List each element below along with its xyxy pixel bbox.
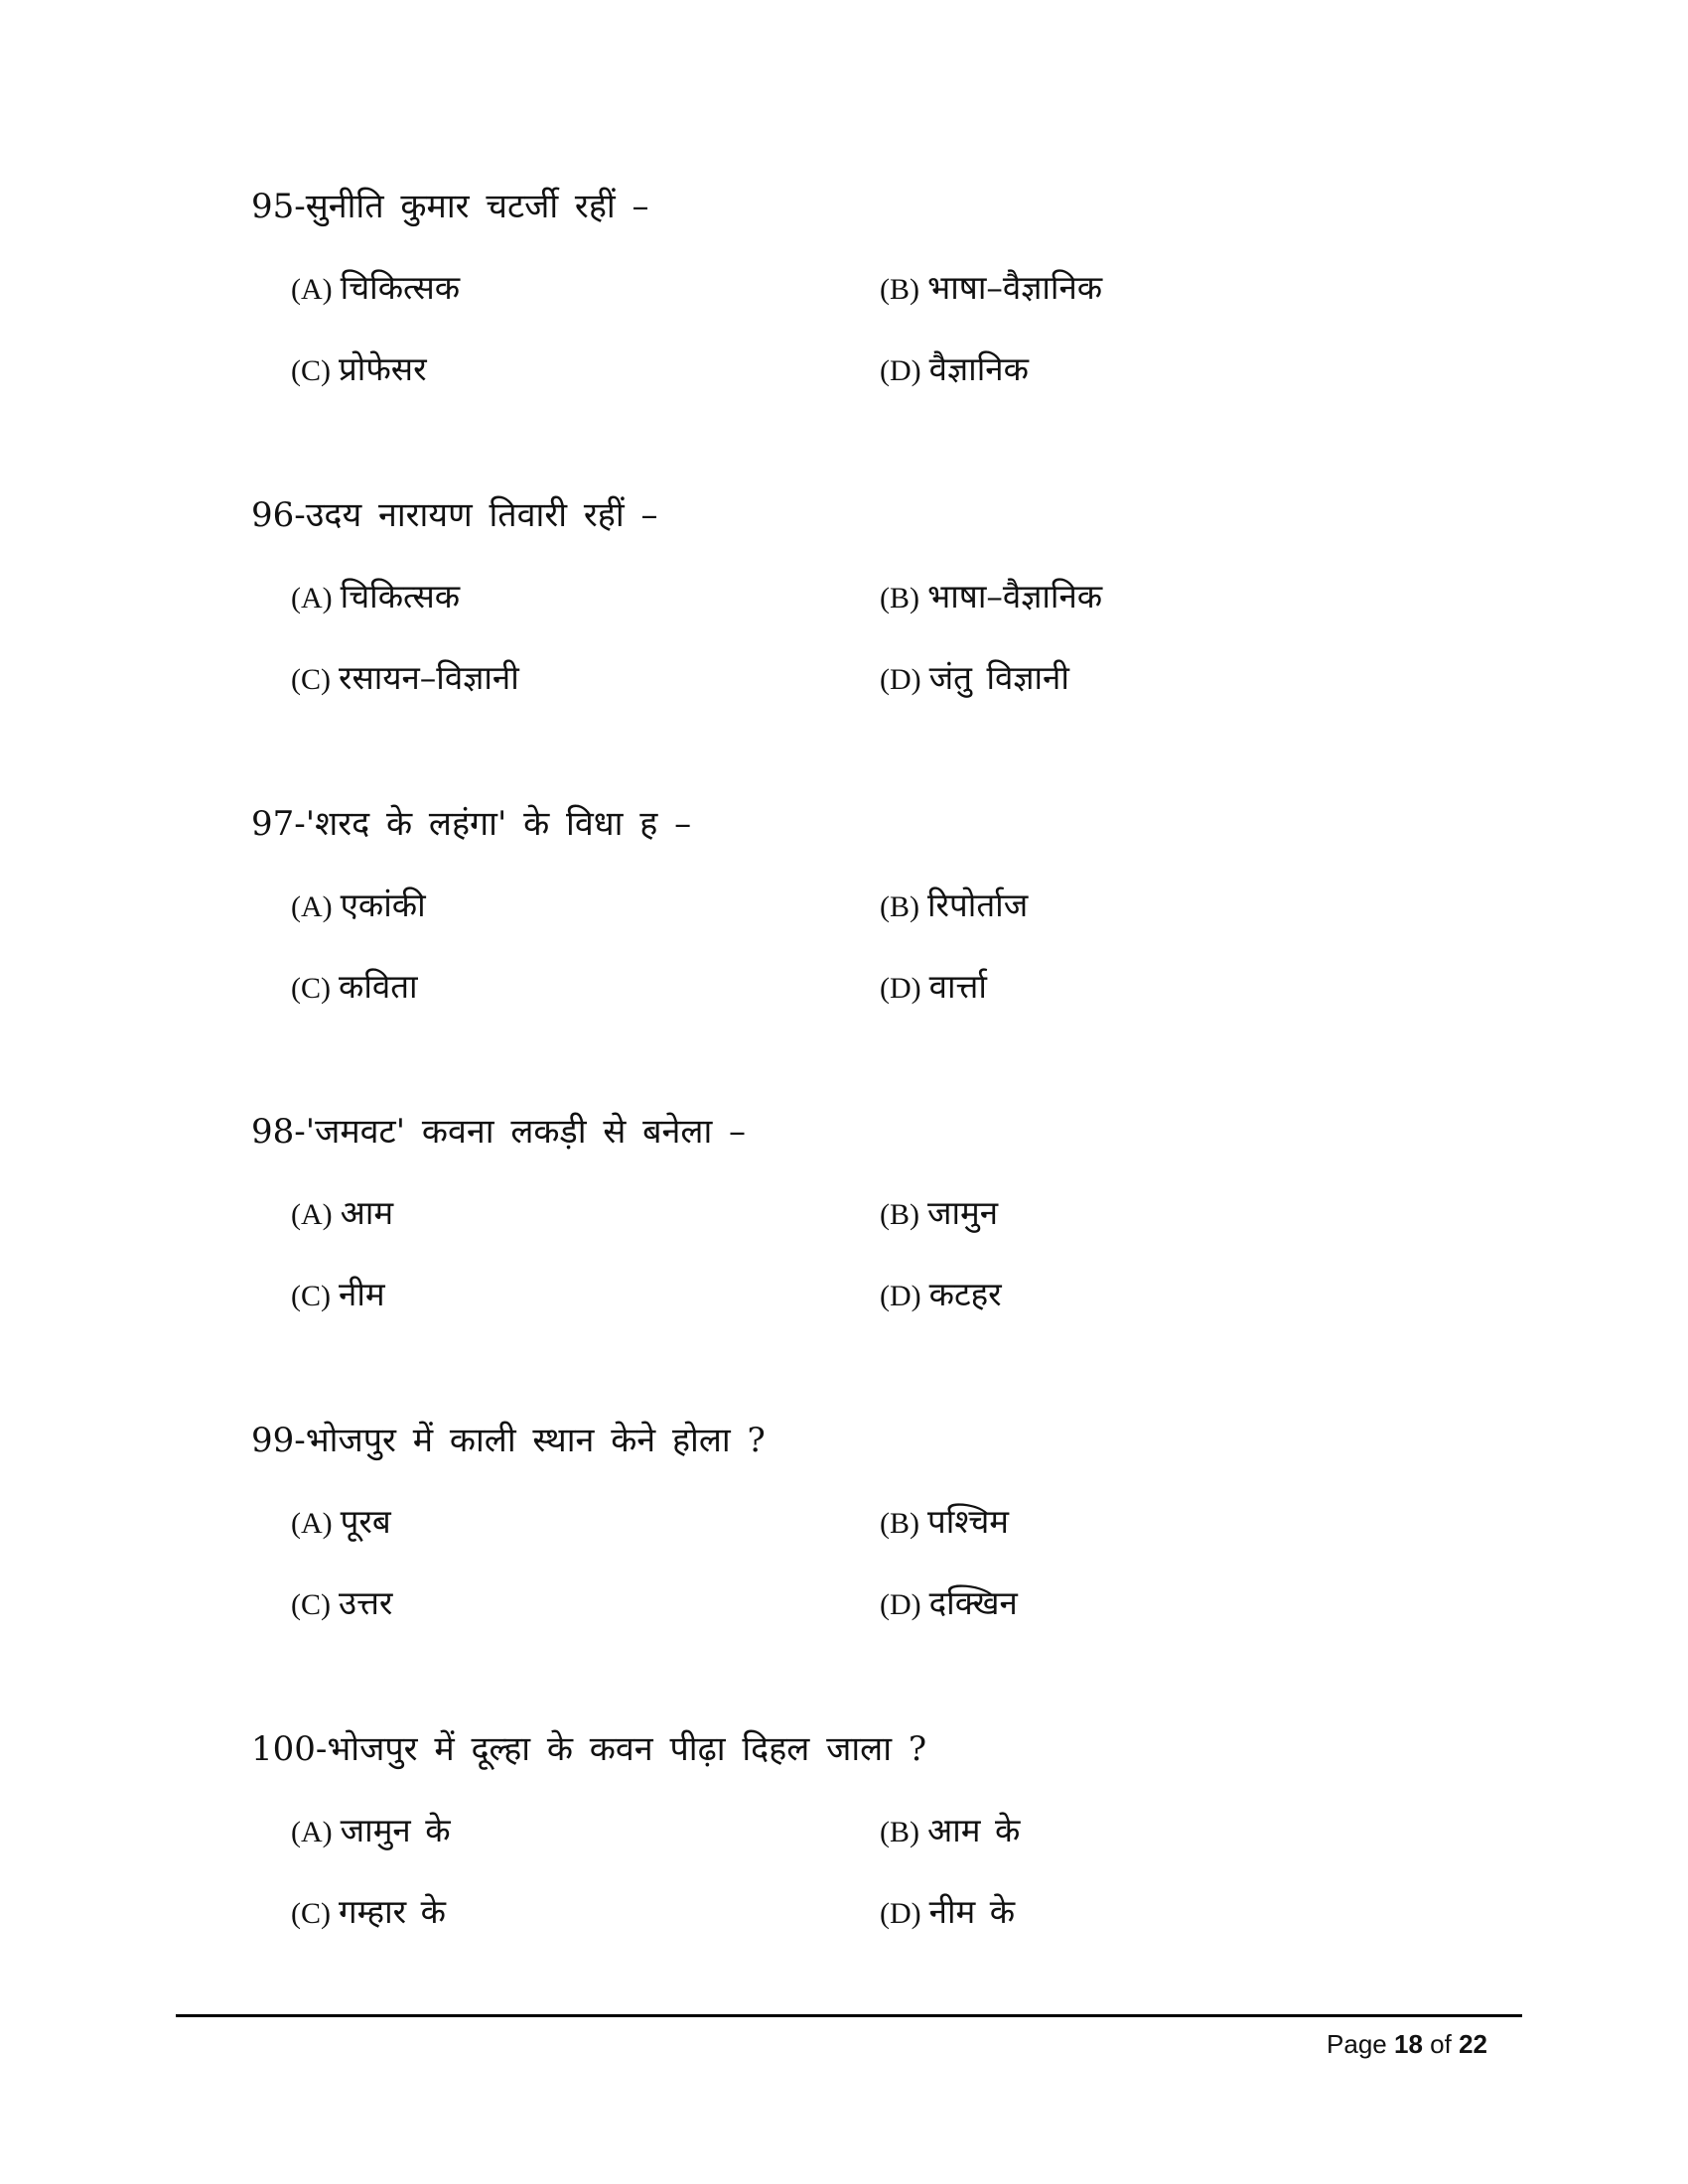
option-d	[880, 1581, 1018, 1627]
option-letter: (A)	[291, 582, 333, 614]
option-text: एकांकी	[340, 886, 426, 924]
question-97	[251, 802, 1443, 1046]
option-letter: (C)	[291, 663, 331, 696]
question-100	[251, 1727, 1443, 1972]
option-letter: (B)	[880, 1507, 919, 1540]
options-grid	[251, 1500, 1443, 1663]
option-text: आम	[340, 1193, 394, 1232]
option-text: नीम के	[928, 1892, 1016, 1931]
option-a	[291, 266, 460, 312]
question-text: 97-'शरद के लहंगा' के विधा ह –	[251, 804, 692, 844]
option-text: पश्चिम	[927, 1502, 1010, 1541]
option-b	[880, 884, 1028, 929]
option-c	[291, 965, 418, 1011]
option-letter: (C)	[291, 1897, 331, 1930]
option-text: जामुन के	[340, 1811, 451, 1849]
option-letter: (A)	[291, 1816, 333, 1848]
option-a	[291, 575, 460, 620]
options-grid	[251, 266, 1443, 429]
question-98	[251, 1110, 1443, 1354]
option-letter: (A)	[291, 273, 333, 306]
option-text: पूरब	[340, 1502, 391, 1541]
option-d	[880, 347, 1029, 393]
option-letter: (D)	[880, 1588, 921, 1621]
option-text: जंतु विज्ञानी	[928, 658, 1069, 697]
option-text: कविता	[339, 967, 418, 1006]
option-letter: (A)	[291, 1507, 333, 1540]
option-letter: (B)	[880, 890, 919, 923]
option-b	[880, 266, 1102, 312]
option-letter: (B)	[880, 273, 919, 306]
option-text: वार्त्ता	[928, 967, 987, 1006]
total-pages: 22	[1459, 2029, 1487, 2059]
option-text: गम्हार के	[339, 1892, 446, 1931]
option-letter: (D)	[880, 663, 921, 696]
option-letter: (C)	[291, 354, 331, 387]
option-text: जामुन	[927, 1193, 999, 1232]
option-letter: (D)	[880, 1280, 921, 1312]
option-text: नीम	[339, 1275, 385, 1313]
option-letter: (A)	[291, 890, 333, 923]
question-99	[251, 1419, 1443, 1663]
option-text: चिकित्सक	[340, 268, 461, 307]
option-b	[880, 1191, 998, 1237]
current-page: 18	[1394, 2029, 1423, 2059]
option-c	[291, 1273, 385, 1318]
of-word: of	[1430, 2029, 1452, 2059]
footer-divider	[176, 2014, 1522, 2017]
question-text: 95-सुनीति कुमार चटर्जी रहीं –	[251, 187, 649, 226]
options-grid	[251, 884, 1443, 1046]
option-d	[880, 1273, 1002, 1318]
question-text: 100-भोजपुर में दूल्हा के कवन पीढ़ा दिहल जाला ?	[251, 1729, 927, 1769]
option-c	[291, 656, 519, 702]
question-95	[251, 185, 1443, 429]
page-number	[1327, 2027, 1487, 2061]
option-text: वैज्ञानिक	[928, 349, 1029, 388]
option-text: भाषा–वैज्ञानिक	[927, 577, 1103, 615]
option-text: रसायन–विज्ञानी	[339, 658, 519, 697]
option-letter: (D)	[880, 1897, 921, 1930]
option-letter: (C)	[291, 972, 331, 1005]
option-text: चिकित्सक	[340, 577, 461, 615]
option-a	[291, 1809, 451, 1854]
option-b	[880, 1500, 1009, 1546]
option-text: आम के	[927, 1811, 1021, 1849]
option-d	[880, 965, 987, 1011]
question-text: 96-उदय नारायण तिवारी रहीं –	[251, 495, 658, 535]
option-text: रिपोर्ताज	[927, 886, 1029, 924]
option-text: भाषा–वैज्ञानिक	[927, 268, 1103, 307]
option-letter: (B)	[880, 582, 919, 614]
option-d	[880, 656, 1069, 702]
option-text: कटहर	[928, 1275, 1002, 1313]
option-a	[291, 884, 426, 929]
option-letter: (D)	[880, 972, 921, 1005]
option-letter: (C)	[291, 1280, 331, 1312]
option-b	[880, 575, 1102, 620]
question-text: 99-भोजपुर में काली स्थान केने होला ?	[251, 1421, 766, 1460]
option-text: प्रोफेसर	[339, 349, 427, 388]
option-b	[880, 1809, 1020, 1854]
option-c	[291, 347, 427, 393]
question-text: 98-'जमवट' कवना लकड़ी से बनेला –	[251, 1112, 747, 1152]
options-grid	[251, 1809, 1443, 1972]
option-c	[291, 1581, 392, 1627]
option-letter: (A)	[291, 1198, 333, 1231]
option-text: दक्खिन	[928, 1583, 1018, 1622]
options-grid	[251, 1191, 1443, 1354]
option-letter: (B)	[880, 1816, 919, 1848]
option-c	[291, 1890, 446, 1936]
option-d	[880, 1890, 1015, 1936]
option-text: उत्तर	[339, 1583, 393, 1622]
page-word: Page	[1327, 2029, 1387, 2059]
option-letter: (D)	[880, 354, 921, 387]
option-letter: (C)	[291, 1588, 331, 1621]
question-96	[251, 493, 1443, 738]
option-a	[291, 1191, 393, 1237]
option-letter: (B)	[880, 1198, 919, 1231]
option-a	[291, 1500, 391, 1546]
options-grid	[251, 575, 1443, 738]
